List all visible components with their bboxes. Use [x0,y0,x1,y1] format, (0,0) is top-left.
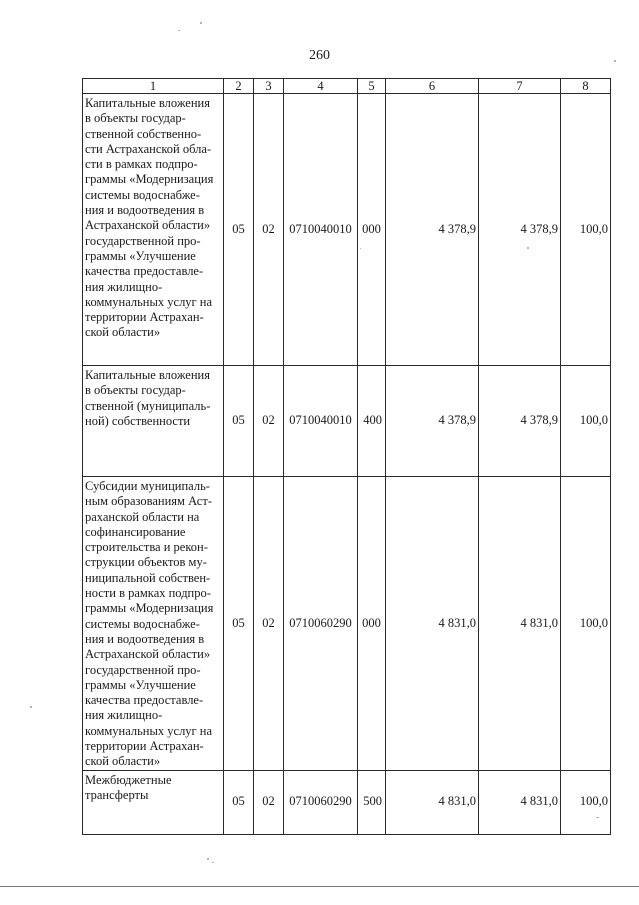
header-cell-col3: 3 [254,79,284,94]
expense-type-code: 000 [358,94,386,366]
amount-executed: 4 378,9 [479,94,561,366]
amount-planned: 4 378,9 [386,366,479,477]
target-article-code: 0710060290 [284,770,358,834]
subsection-code: 02 [254,770,284,834]
page-bottom-edge [0,886,639,887]
header-cell-col8: 8 [561,79,611,94]
scan-speck [200,22,202,24]
section-code: 05 [224,366,254,477]
subsection-code: 02 [254,366,284,477]
header-cell-col6: 6 [386,79,479,94]
subsection-code: 02 [254,477,284,771]
scan-speck [360,248,361,249]
execution-percent: 100,0 [561,94,611,366]
header-cell-col7: 7 [479,79,561,94]
table-header-row [83,79,611,94]
amount-planned: 4 831,0 [386,770,479,834]
amount-executed: 4 378,9 [479,366,561,477]
execution-percent: 100,0 [561,477,611,771]
table-row [83,770,611,834]
section-code: 05 [224,94,254,366]
header-cell-col5: 5 [358,79,386,94]
row-description: Капитальные вложения в объекты государ- ственной (муниципаль- ной) собственности [83,366,224,477]
expense-type-code: 000 [358,477,386,771]
scan-speck [212,862,214,863]
subsection-code: 02 [254,94,284,366]
scan-speck [30,706,32,708]
scan-speck [527,247,529,249]
section-code: 05 [224,477,254,771]
header-cell-col1: 1 [83,79,224,94]
scan-speck [178,30,180,31]
row-description: Субсидии муниципаль- ным образованиям Аст- раханской области на софинансирование строительства и рекон- струкции объектов му- ниципальной собствен- ности в рамках подпро- граммы «Модернизация системы водоснабже- ния и водоотведения в Астраханской области» государственной про- граммы «Улучшение качества предоставле- ния жилищно- коммунальных услуг на территории Астрахан- ской области» [83,477,224,771]
execution-percent: 100,0 [561,366,611,477]
header-cell-col2: 2 [224,79,254,94]
row-description: Капитальные вложения в объекты государ- ственной собственно- сти Астраханской обла- сти в рамках подпро- граммы «Модернизация системы водоснабже- ния и водоотведения в Астраханской области» государственной про- граммы «Улучшение качества предоставле- ния жилищно- коммунальных услуг на территории Астрахан- ской области» [83,94,224,366]
amount-executed: 4 831,0 [479,770,561,834]
page-number: 260 [309,48,330,63]
row-description: Межбюджетные трансферты [83,770,224,834]
target-article-code: 0710040010 [284,366,358,477]
header-cell-col4: 4 [284,79,358,94]
amount-executed: 4 831,0 [479,477,561,771]
target-article-code: 0710060290 [284,477,358,771]
expense-type-code: 500 [358,770,386,834]
section-code: 05 [224,770,254,834]
budget-table [82,78,611,835]
table-row [83,94,611,366]
expense-type-code: 400 [358,366,386,477]
amount-planned: 4 831,0 [386,477,479,771]
table-row [83,477,611,771]
scan-speck [596,817,599,818]
scan-speck [207,858,209,860]
target-article-code: 0710040010 [284,94,358,366]
table-row [83,366,611,477]
amount-planned: 4 378,9 [386,94,479,366]
execution-percent: 100,0 [561,770,611,834]
scan-speck [614,60,616,62]
